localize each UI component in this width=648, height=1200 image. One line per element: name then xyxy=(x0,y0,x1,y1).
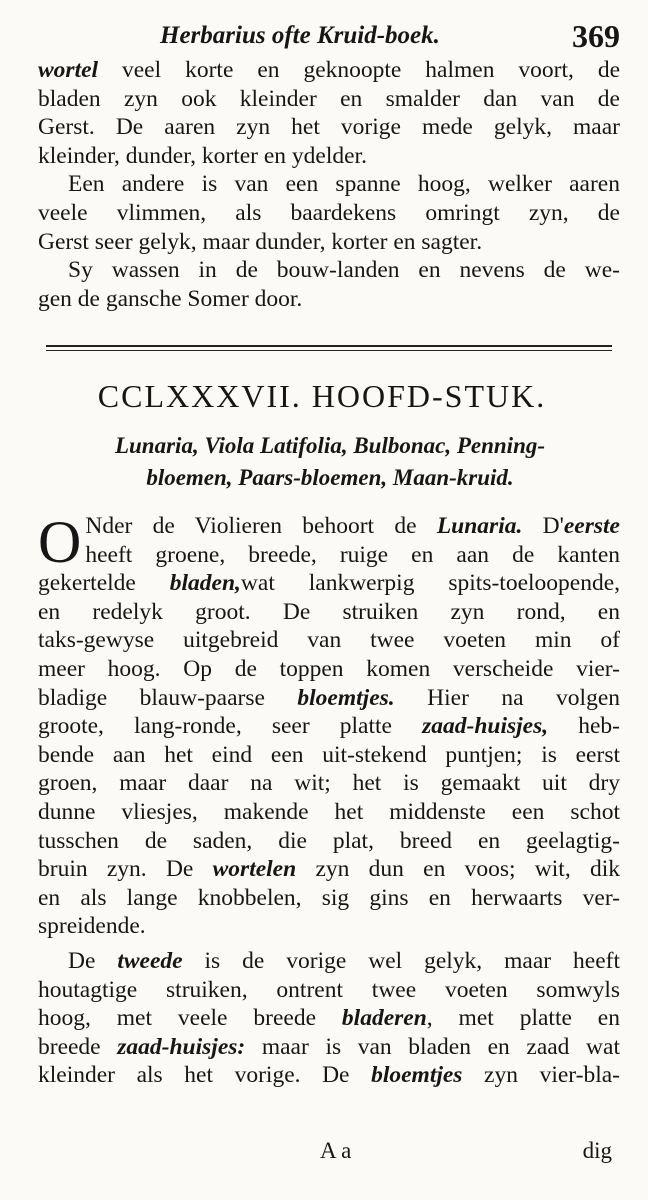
text-line: Gerst seer gelyk, maar dunder, korter en sagter. xyxy=(38,228,483,255)
text-line: veele vlimmen, als baardekens omringt zyn, de xyxy=(38,199,620,226)
text-line: bruin zyn. De wortelen zyn dun en voos; wit, dik xyxy=(38,856,621,883)
text-line: heeft groene, breede, ruige en aan de kanten xyxy=(85,541,620,568)
text-line: kleinder als het vorige. De bloemtjes zyn vier-bla- xyxy=(38,1062,620,1089)
text-line: De tweede is de vorige wel gelyk, maar heeft xyxy=(68,947,620,974)
paragraph-habitat xyxy=(38,256,620,313)
text-line: Sy wassen in de bouw-landen en nevens de we- xyxy=(68,257,620,284)
text-line: gekertelde bladen,wat lankwerpig spits-toeloopende, xyxy=(38,570,621,597)
text-line: dunne vliesjes, makende het middenste een schot xyxy=(38,798,620,825)
text-line: Gerst. De aaren zyn het vorige mede gelyk, maar xyxy=(38,114,620,141)
text-line: gen de gansche Somer door. xyxy=(38,285,303,312)
signature-mark: A a xyxy=(320,1138,352,1163)
paragraph-another-kind xyxy=(38,170,620,256)
text-line: bladen zyn ook kleinder en smalder dan van de xyxy=(38,85,620,112)
text-line: en als lange knobbelen, sig gins en herwaarts ver- xyxy=(38,884,620,911)
text-line: Nder de Violieren behoort de Lunaria. D'eerste xyxy=(85,513,620,539)
text-line: wortel veel korte en geknoopte halmen voort, de xyxy=(38,57,620,83)
text-line: meer hoog. Op de toppen komen verscheide vier- xyxy=(38,655,620,682)
page-number: 369 xyxy=(572,18,620,54)
text-line: groen, maar daar na wit; het is gemaakt uit dry xyxy=(38,770,620,797)
paragraph-first-kind xyxy=(38,509,621,941)
chapter-body xyxy=(38,509,621,1090)
section-divider xyxy=(46,345,612,351)
chapter-heading: CCLXXXVII. HOOFD-STUK. xyxy=(97,378,547,414)
text-line: spreidende. xyxy=(38,913,146,940)
text-line: tusschen de saden, die plat, breed en geelagtig- xyxy=(38,827,620,854)
text-line: kleinder, dunder, korter en ydelder. xyxy=(38,142,367,169)
text-line: hoog, met veele breede bladeren, met platte en xyxy=(38,1005,620,1032)
text-line: bladige blauw-paarse bloemtjes. Hier na volgen xyxy=(38,684,620,711)
paragraph-continued xyxy=(38,56,620,170)
subtitle-line: bloemen, Paars-bloemen, Maan-kruid. xyxy=(146,465,514,490)
continued-text xyxy=(38,56,620,313)
paragraph-second-kind xyxy=(38,947,620,1090)
text-line: groote, lang-ronde, seer platte zaad-huisjes, heb- xyxy=(38,713,620,740)
catchword: dig xyxy=(582,1138,612,1163)
chapter-subtitle xyxy=(50,430,610,494)
text-line: houtagtige struiken, ontrent twee voeten somwyls xyxy=(38,976,620,1003)
drop-cap: O xyxy=(38,509,82,575)
subtitle-line: Lunaria, Viola Latifolia, Bulbonac, Penning- xyxy=(114,433,546,458)
text-line: bende aan het eind een uit-stekend puntjen; is eerst xyxy=(38,741,620,768)
text-line: taks-gewyse uitgebreid van twee voeten min of xyxy=(38,627,620,654)
text-line: en redelyk groot. De struiken zyn rond, en xyxy=(38,598,620,625)
text-line: Een andere is van een spanne hoog, welker aaren xyxy=(68,171,620,198)
italic-term: wortel xyxy=(38,57,99,83)
running-title: Herbarius ofte Kruid-boek. xyxy=(160,22,440,49)
text-line: breede zaad-huisjes: maar is van bladen en zaad wat xyxy=(38,1033,620,1060)
